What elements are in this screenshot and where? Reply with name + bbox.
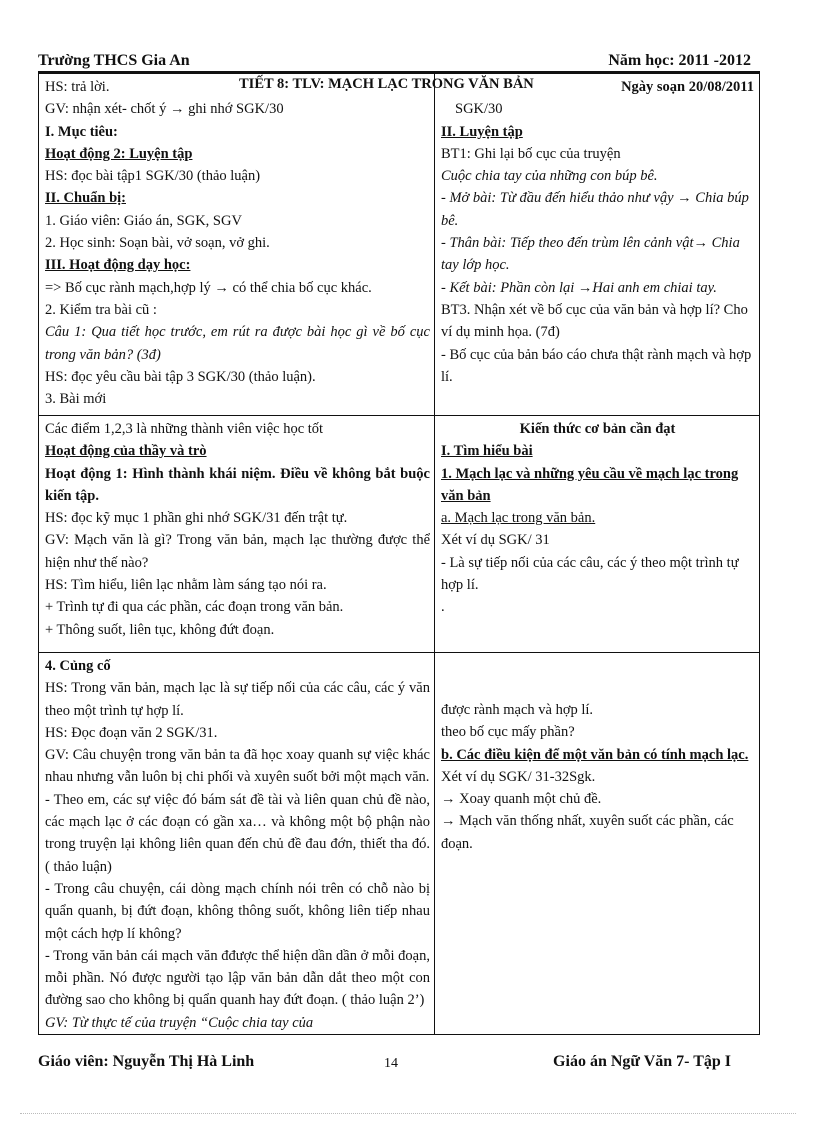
activity-heading: Hoạt động 2: Luyện tập	[45, 145, 193, 162]
text-line: - Mở bài: Từ đầu đến hiểu thảo như vậy → Chia búp bê.	[441, 190, 749, 229]
activity-heading: III. Hoạt động dạy học:	[45, 257, 191, 274]
text-line: → Xoay quanh một chủ đề.	[441, 791, 602, 808]
school-name: Trường THCS Gia An	[38, 52, 190, 69]
row2-right-cell	[441, 418, 754, 650]
text-line: HS: trả lời.	[45, 79, 110, 95]
text-line: HS: Tìm hiểu, liên lạc nhằm làm sáng tạo nói ra.	[45, 577, 327, 594]
prep-heading: II. Chuẩn bị:	[45, 190, 126, 207]
row-divider-2	[39, 652, 759, 653]
row2-left-cell	[45, 418, 430, 650]
text-line: HS: đọc bài tập1 SGK/30 (thảo luận)	[45, 168, 261, 185]
lesson-title: TIẾT 8: TLV: MẠCH LẠC TRONG VĂN BẢN	[239, 76, 534, 92]
prep-date: Ngày soạn 20/08/2011	[621, 79, 754, 95]
text-line: được rành mạch và hợp lí.	[441, 702, 594, 718]
text-line: => Bố cục rành mạch,hợp lý → có thể chia bố cục khác.	[45, 279, 372, 296]
text-line: → Mạch văn thống nhất, xuyên suốt các phần, các đoạn.	[441, 813, 734, 852]
text-line: - Thân bài: Tiếp theo đến trùm lên cảnh vật→ Chia tay lớp học.	[441, 235, 740, 274]
text-line: Các điểm 1,2,3 là những thành viên việc học tốt	[45, 421, 324, 437]
text-line: GV: nhận xét- chốt ý → ghi nhớ SGK/30	[45, 101, 284, 118]
teacher-name: Giáo viên: Nguyễn Thị Hà Linh	[38, 1053, 255, 1070]
column-divider	[434, 74, 435, 1034]
text-line: HS: đọc kỹ mục 1 phần ghi nhớ SGK/31 đến trật tự.	[45, 510, 348, 527]
text-line: GV: Câu chuyện trong văn bản ta đã học xoay quanh sự việc khác nhau nhưng vẫn luôn bị chi phối và xuyên suốt bởi một mạch văn.	[45, 747, 430, 786]
text-line: 1. Giáo viên: Giáo án, SGK, SGV	[45, 212, 242, 229]
text-line: - Trong văn bản cái mạch văn đđược thể hiện dần dần ở mỗi đoạn, mỗi phần. Nó được người tạo lập văn bản dẫn dắt theo một con đường sao cho không bị quẩn quanh hay đứt đoạn. ( thảo luận 2’)	[45, 947, 430, 1009]
row3-left-cell	[45, 655, 430, 1031]
page-number: 14	[384, 1056, 398, 1071]
section-heading: I. Tìm hiểu bài	[441, 443, 533, 460]
text-line: BT1: Ghi lại bố cục của truyện	[441, 145, 621, 162]
text-line: theo bố cục mấy phần?	[441, 724, 575, 741]
question-line: Câu 1: Qua tiết học trước, em rút ra được bài học gì về bố cục trong văn bản? (3đ)	[45, 324, 430, 363]
text-line: 3. Bài mới	[45, 391, 107, 408]
text-line: Cuộc chia tay của những con búp bê.	[441, 168, 658, 185]
text-line: + Thông suốt, liên tục, không đứt đoạn.	[45, 621, 275, 638]
lesson-table	[38, 73, 760, 1035]
text-line: 2. Học sinh: Soạn bài, vở soạn, vở ghi.	[45, 235, 270, 252]
subsection-heading: 1. Mạch lạc và những yêu cầu về mạch lạc trong văn bản	[441, 465, 739, 504]
text-line: Xét ví dụ SGK/ 31-32Sgk.	[441, 768, 596, 785]
school-year: Năm học: 2011 -2012	[608, 52, 751, 69]
row-divider-1	[39, 415, 759, 416]
text-line: - Bố cục của bản báo cáo chưa thật rành mạch và hợp lí.	[441, 346, 752, 385]
column-head: Hoạt động của thầy và trò	[45, 443, 207, 460]
text-line: Xét ví dụ SGK/ 31	[441, 532, 550, 549]
column-head: Kiến thức cơ bản cần đạt	[519, 421, 676, 437]
book-title: Giáo án Ngữ Văn 7- Tập I	[553, 1053, 731, 1070]
objective-heading: I. Mục tiêu:	[45, 123, 118, 140]
text-line: - Theo em, các sự việc đó bám sát đề tài và liên quan chủ đề nào, các mạch lạc ở các đoạn có gần xa… và không một bộ phận nào trong truyện lại không liên quan đến chủ đề đau đớn, thiết tha đó. ( thảo luận)	[45, 791, 430, 875]
text-line: GV: Mạch văn là gì? Trong văn bản, mạch lạc thường được thể hiện như thế nào?	[45, 532, 430, 571]
text-line: - Là sự tiếp nối của các câu, các ý theo một trình tự hợp lí.	[441, 554, 739, 594]
text-line: HS: đọc yêu cầu bài tập 3 SGK/30 (thảo luận).	[45, 368, 316, 385]
row1-right-cell	[441, 76, 754, 412]
text-line: - Trong câu chuyện, cái dòng mạch chính nói trên có chỗ nào bị quẩn quanh, bị đứt đoạn, không thông suốt, không liên tiếp nhau một cách hợp lí không?	[45, 880, 430, 942]
text-line: SGK/30	[455, 101, 503, 118]
text-line: BT3. Nhận xét về bố cục của văn bản và hợp lí? Cho ví dụ minh họa. (7đ)	[441, 301, 748, 341]
text-line: 2. Kiểm tra bài cũ :	[45, 301, 157, 318]
text-line: - Kết bài: Phần còn lại →Hai anh em chiai tay.	[441, 279, 717, 296]
row1-left-cell	[45, 76, 430, 412]
row3-right-cell	[441, 699, 754, 1029]
page-edge	[20, 1113, 796, 1114]
activity-heading: 4. Củng cố	[45, 658, 111, 674]
text-line: + Trình tự đi qua các phần, các đoạn trong văn bản.	[45, 599, 344, 616]
text-line: HS: Đọc đoạn văn 2 SGK/31.	[45, 724, 218, 741]
text-line: .	[441, 599, 445, 616]
text-line: a. Mạch lạc trong văn bản.	[441, 510, 596, 527]
subsection-heading: b. Các điều kiện để một văn bản có tính mạch lạc.	[441, 746, 749, 763]
section-heading: II. Luyện tập	[441, 123, 523, 140]
text-line: GV: Từ thực tế của truyện “Cuộc chia tay của	[45, 1014, 314, 1031]
text-line: HS: Trong văn bản, mạch lạc là sự tiếp nối của các câu, các ý văn theo một trình tự hợp lí.	[45, 680, 430, 719]
activity-heading: Hoạt động 1: Hình thành khái niệm. Điều về không bắt buộc kiến tập.	[45, 465, 430, 504]
